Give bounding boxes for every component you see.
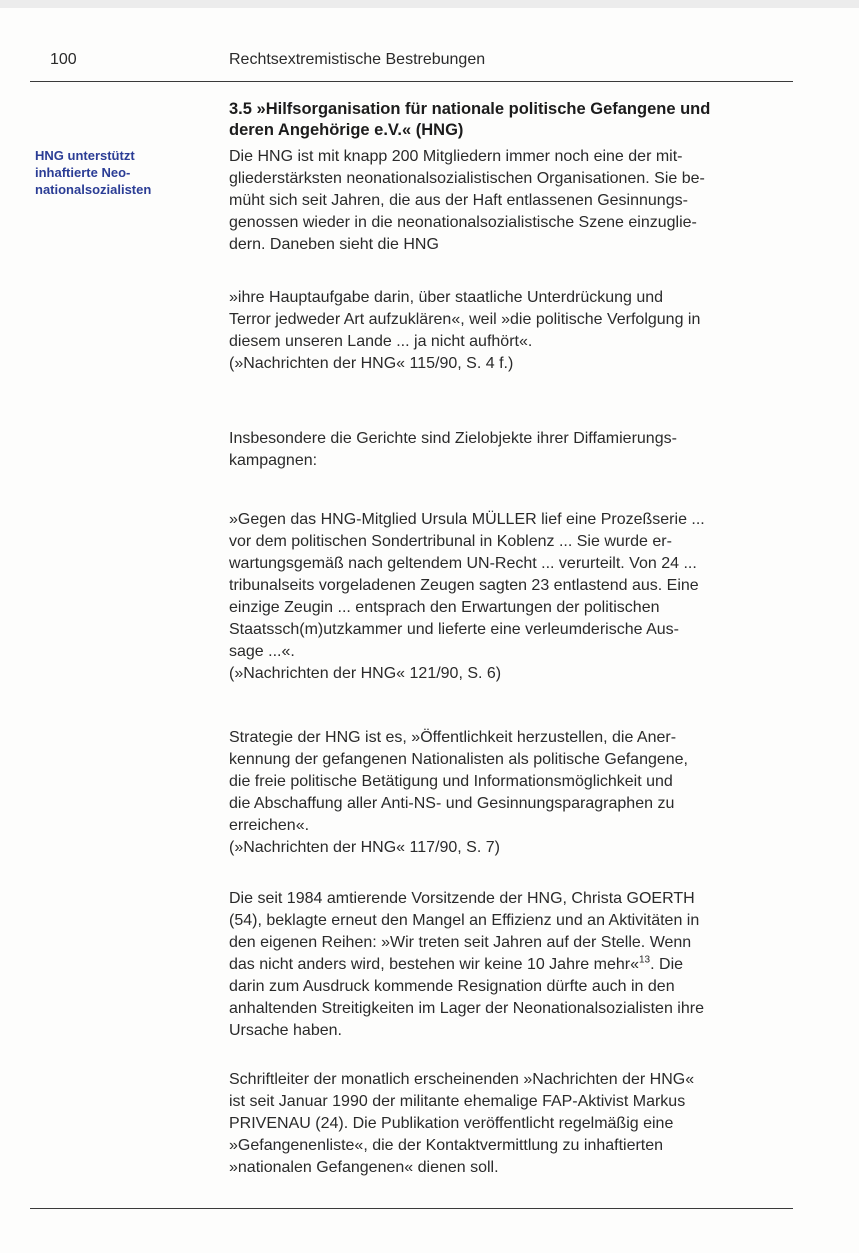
text-line: müht sich seit Jahren, die aus der Haft entlassenen Gesinnungs- [229,192,688,209]
running-head: Rechtsextremistische Bestrebungen [229,51,486,68]
text-line: Die seit 1984 amtierende Vorsitzende der HNG, Christa GOERTH [229,890,695,907]
quote-line: kennung der gefangenen Nationalisten als politische Gefangene, [229,751,688,768]
quote-line: wartungsgemäß nach geltendem UN-Recht ... verurteilt. Von 24 ... [229,555,697,572]
text-line: Die HNG ist mit knapp 200 Mitgliedern immer noch eine der mit- [229,148,683,165]
intro-paragraph [229,146,792,256]
text-line: gliederstärksten neonationalsozialistischen Organisationen. Sie be- [229,170,705,187]
margin-note-line: nationalsozialisten [35,182,152,197]
text-line: dern. Daneben sieht die HNG [229,236,439,253]
quote-line: vor dem politischen Sondertribunal in Koblenz ... Sie wurde er- [229,533,672,550]
text-line: Schriftleiter der monatlich erscheinenden »Nachrichten der HNG« [229,1071,695,1088]
quote-line: die freie politische Betätigung und Informationsmöglichkeit und [229,773,673,790]
quote-block-3 [229,727,784,859]
text-line: kampagnen: [229,452,318,469]
quote-line: diesem unseren Lande ... ja nicht aufhört«. [229,333,533,350]
text-fragment: das nicht anders wird, bestehen wir keine 10 Jahre mehr« [229,956,639,973]
footnote-ref[interactable]: 13 [639,954,651,966]
quote-line: tribunalseits vorgeladenen Zeugen sagten 23 entlastend aus. Eine [229,577,699,594]
quote-source: (»Nachrichten der HNG« 117/90, S. 7) [229,839,500,856]
text-line: genossen wieder in die neonationalsozialistische Szene einzuglie- [229,214,697,231]
text-fragment: . Die [650,956,684,973]
text-line: »nationalen Gefangenen« dienen soll. [229,1159,499,1176]
text-line-with-footnote [229,954,792,976]
quote-source: (»Nachrichten der HNG« 121/90, S. 6) [229,665,502,682]
paragraph-3 [229,888,792,1042]
scan-top-edge [0,0,859,8]
margin-note [35,147,195,198]
quote-line: Strategie der HNG ist es, »Öffentlichkeit herzustellen, die Aner- [229,729,677,746]
quote-line: erreichen«. [229,817,310,834]
quote-line: »Gegen das HNG-Mitglied Ursula MÜLLER lief eine Prozeßserie ... [229,511,705,528]
margin-note-line: HNG unterstützt [35,148,135,163]
footer-rule [30,1208,793,1209]
text-line: PRIVENAU (24). Die Publikation veröffentlicht regelmäßig eine [229,1115,674,1132]
quote-line: »ihre Hauptaufgabe darin, über staatliche Unterdrückung und [229,289,664,306]
heading-line: 3.5 »Hilfsorganisation für nationale politische Gefangene und [229,100,711,118]
quote-block-1 [229,287,784,375]
text-line: anhaltenden Streitigkeiten im Lager der Neonationalsozialisten ihre [229,1000,704,1017]
text-line: Ursache haben. [229,1022,342,1039]
text-line: darin zum Ausdruck kommende Resignation dürfte auch in den [229,978,675,995]
section-heading [229,99,799,141]
quote-line: Terror jedweder Art aufzuklären«, weil »die politische Verfolgung in [229,311,701,328]
quote-line: einzige Zeugin ... entsprach den Erwartungen der politischen [229,599,660,616]
heading-line: deren Angehörige e.V.« (HNG) [229,121,464,139]
text-line: ist seit Januar 1990 der militante ehemalige FAP-Aktivist Markus [229,1093,686,1110]
text-line: (54), beklagte erneut den Mangel an Effizienz und an Aktivitäten in [229,912,700,929]
text-line: »Gefangenenliste«, die der Kontaktvermittlung zu inhaftierten [229,1137,664,1154]
quote-source: (»Nachrichten der HNG« 115/90, S. 4 f.) [229,355,514,372]
quote-line: Staatssch(m)utzkammer und lieferte eine verleumderische Aus- [229,621,679,638]
paragraph-4 [229,1069,792,1179]
quote-line: sage ...«. [229,643,295,660]
margin-note-line: inhaftierte Neo- [35,165,131,180]
page-number: 100 [50,51,77,68]
quote-line: die Abschaffung aller Anti-NS- und Gesinnungsparagraphen zu [229,795,675,812]
text-line: Insbesondere die Gerichte sind Zielobjekte ihrer Diffamierungs- [229,430,677,447]
quote-block-2 [229,509,784,685]
paragraph-2 [229,428,792,472]
header-rule [30,81,793,82]
text-line: den eigenen Reihen: »Wir treten seit Jahren auf der Stelle. Wenn [229,934,692,951]
